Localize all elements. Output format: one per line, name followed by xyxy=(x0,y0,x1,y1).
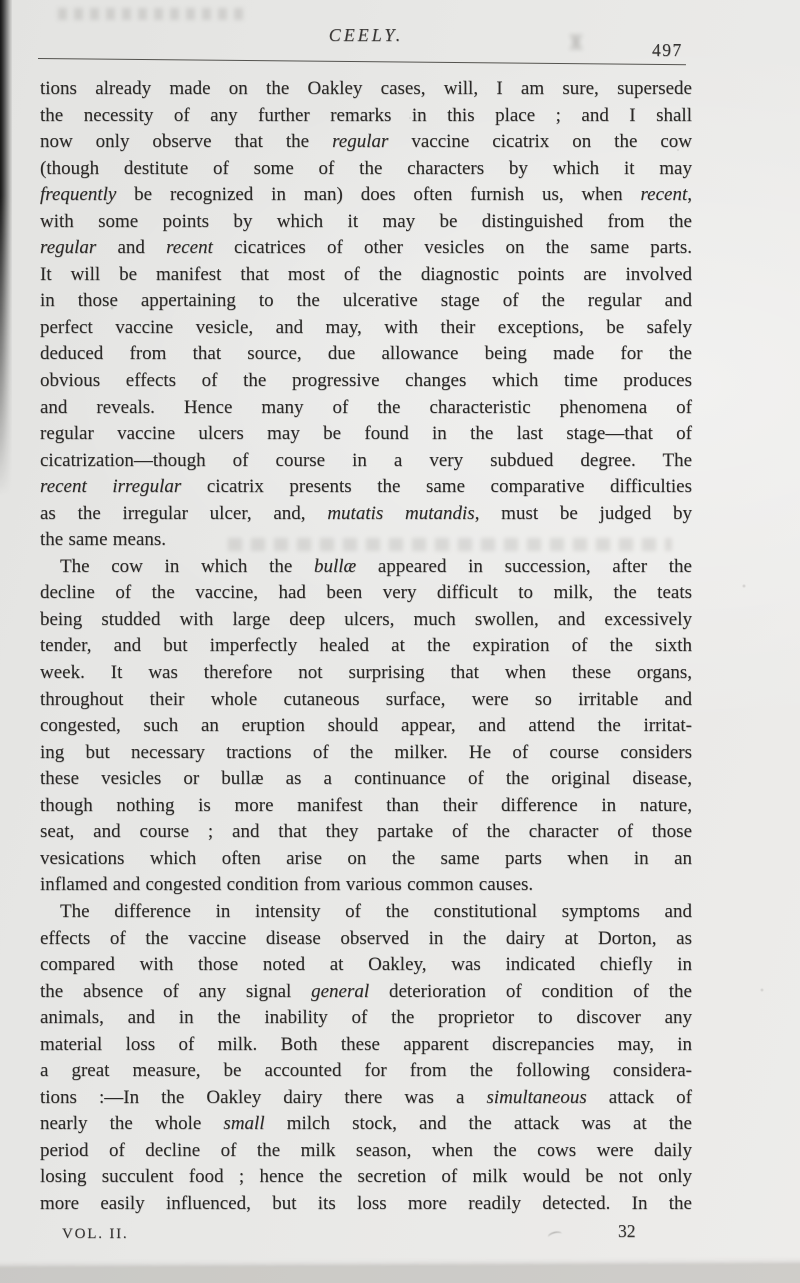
signature-number: 32 xyxy=(618,1221,636,1241)
page-number: 497 xyxy=(652,40,683,60)
text-line: these vesicles or bullæ as a continuance of the original disease, xyxy=(40,768,692,790)
text-line: tions :—In the Oakley dairy there was a simultaneous attack of xyxy=(40,1086,692,1108)
text-line: more easily influenced, but its loss more readily detected. In the xyxy=(40,1192,692,1214)
text-line: perfect vaccine vesicle, and may, with their exceptions, be safely xyxy=(40,316,692,338)
text-line: the same means. xyxy=(40,529,167,551)
volume-label: VOL. II. xyxy=(62,1226,129,1242)
text-line: recent irregular cicatrix presents the same comparative difficulties xyxy=(40,476,692,498)
page-bottom-edge xyxy=(0,1263,800,1283)
bleedthrough-mark xyxy=(58,8,248,20)
text-line: frequently be recognized in man) does often furnish us, when recent, xyxy=(40,184,692,206)
text-line: regular and recent cicatrices of other vesicles on the same parts. xyxy=(40,237,692,259)
header-rule xyxy=(38,58,686,65)
text-line: deduced from that source, due allowance being made for the xyxy=(40,343,692,365)
text-line: congested, such an eruption should appear, and attend the irritat- xyxy=(40,715,692,737)
text-line: now only observe that the regular vaccine cicatrix on the cow xyxy=(40,131,692,153)
text-line: tions already made on the Oakley cases, will, I am sure, supersede xyxy=(40,78,692,99)
text-line: and reveals. Hence many of the characteristic phenomena of xyxy=(40,396,692,418)
body-text xyxy=(40,76,692,1218)
text-line: The cow in which the bullæ appeared in succession, after the xyxy=(60,555,692,577)
text-line: decline of the vaccine, had been very difficult to milk, the teats xyxy=(40,582,692,604)
text-line: seat, and course ; and that they partake of the character of those xyxy=(40,821,692,843)
text-line: nearly the whole small milch stock, and the attack was at the xyxy=(40,1113,692,1135)
text-line: It will be manifest that most of the diagnostic points are involved xyxy=(40,263,692,285)
text-line: regular vaccine ulcers may be found in the last stage—that of xyxy=(40,423,692,445)
text-line: vesications which often arise on the same parts when in an xyxy=(40,847,692,869)
text-line: effects of the vaccine disease observed in the dairy at Dorton, as xyxy=(40,927,692,949)
text-line: inflamed and congested condition from various common causes. xyxy=(40,874,534,896)
text-line: The difference in intensity of the constitutional symptoms and xyxy=(60,900,692,922)
text-line: animals, and in the inability of the proprietor to discover any xyxy=(40,1007,692,1029)
running-header-title: CEELY. xyxy=(328,25,404,45)
text-line: ing but necessary tractions of the milker. He of course considers xyxy=(40,741,692,763)
text-line: in those appertaining to the ulcerative stage of the regular and xyxy=(40,290,692,312)
text-line: tender, and but imperfectly healed at the expiration of the sixth xyxy=(40,635,692,657)
text-line: period of decline of the milk season, when the cows were daily xyxy=(40,1139,692,1161)
text-line: cicatrization—though of course in a very subdued degree. The xyxy=(40,449,692,471)
text-line: though nothing is more manifest than their difference in nature, xyxy=(40,794,692,816)
text-line: as the irregular ulcer, and, mutatis mutandis, must be judged by xyxy=(40,502,693,524)
text-line: losing succulent food ; hence the secretion of milk would be not only xyxy=(40,1166,692,1188)
scan-gutter-shadow xyxy=(0,0,12,496)
text-line: the absence of any signal general deterioration of condition of the xyxy=(40,980,692,1002)
text-line: with some points by which it may be distinguished from the xyxy=(40,210,692,232)
text-line: week. It was therefore not surprising that when these organs, xyxy=(40,662,692,684)
text-line: compared with those noted at Oakley, was indicated chiefly in xyxy=(40,954,692,976)
text-line: throughout their whole cutaneous surface, were so irritable and xyxy=(40,688,692,710)
pen-mark xyxy=(547,1230,562,1240)
text-line: a great measure, be accounted for from the following considera- xyxy=(40,1060,692,1082)
text-line: obvious effects of the progressive changes which time produces xyxy=(40,370,692,392)
text-line: material loss of milk. Both these apparent discrepancies may, in xyxy=(40,1033,692,1055)
text-line: being studded with large deep ulcers, much swollen, and excessively xyxy=(40,608,692,630)
text-line: (though destitute of some of the characters by which it may xyxy=(40,157,692,179)
text-line: the necessity of any further remarks in this place ; and I shall xyxy=(40,104,692,126)
